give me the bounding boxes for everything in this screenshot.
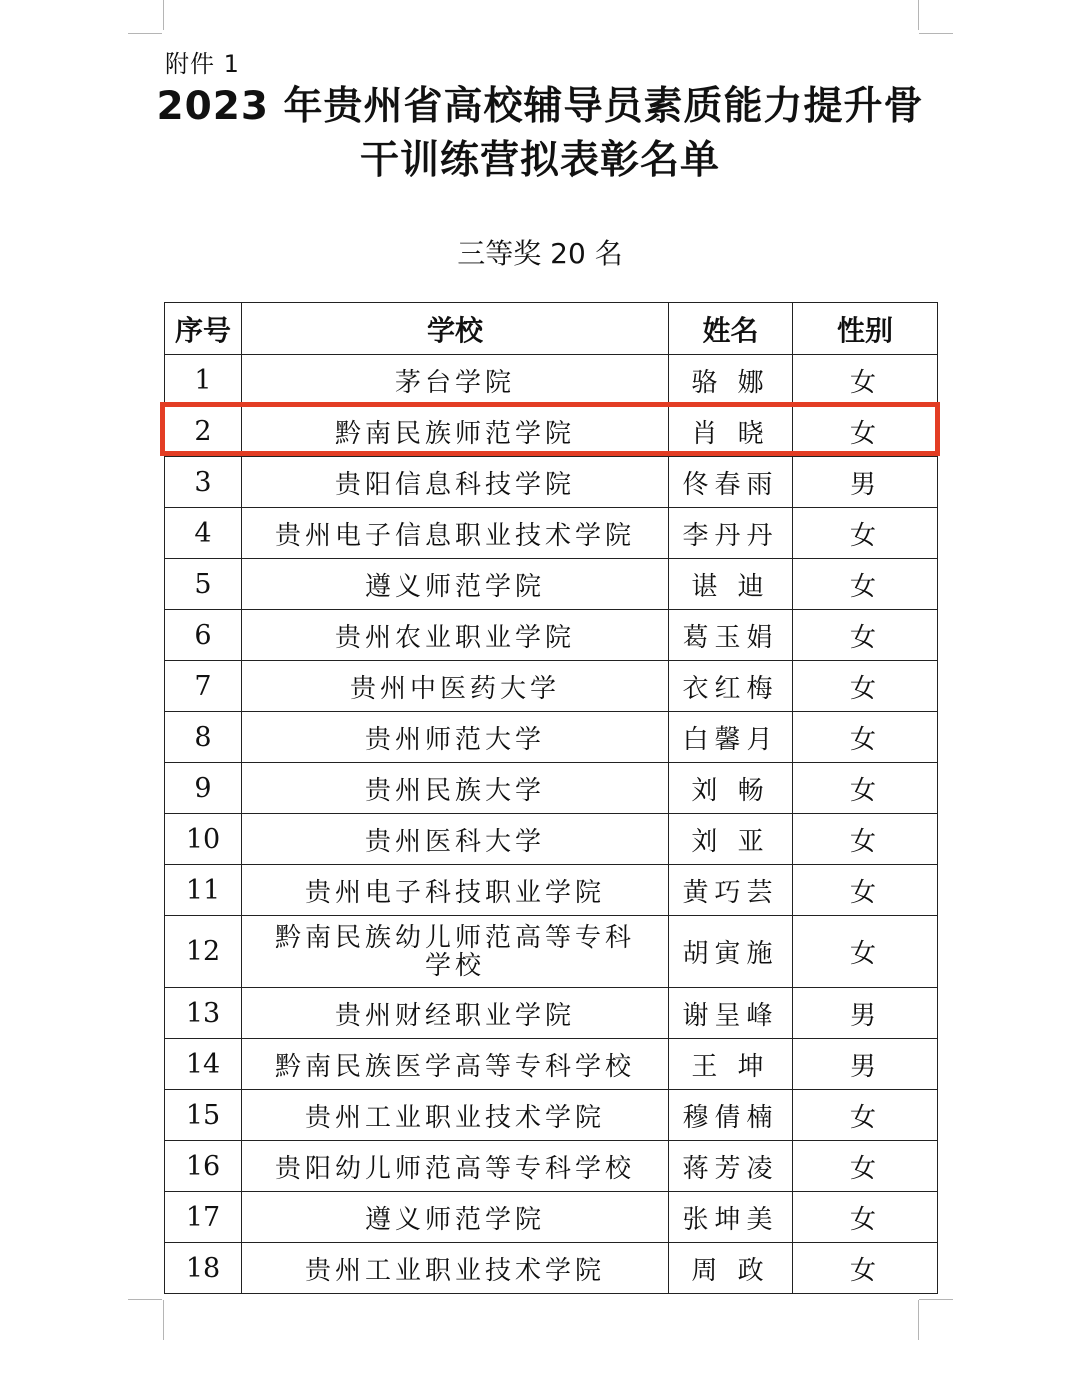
table-row (165, 712, 938, 763)
serial-number-cell: 5 (165, 559, 242, 610)
gender-cell: 女 (793, 1243, 938, 1294)
crop-mark (128, 1299, 162, 1300)
school-cell: 贵州财经职业学院 (242, 988, 669, 1039)
crop-mark (918, 1300, 919, 1340)
gender-cell: 女 (793, 610, 938, 661)
table-row (165, 559, 938, 610)
serial-number-cell: 15 (165, 1090, 242, 1141)
table-row (165, 1192, 938, 1243)
crop-mark (163, 0, 164, 30)
crop-mark (918, 0, 919, 30)
gender-cell: 女 (793, 763, 938, 814)
name-cell: 佟春雨 (669, 457, 793, 508)
school-cell: 遵义师范学院 (242, 1192, 669, 1243)
table-row (165, 610, 938, 661)
serial-number-cell: 9 (165, 763, 242, 814)
table-row (165, 763, 938, 814)
name-cell: 穆倩楠 (669, 1090, 793, 1141)
crop-mark (163, 1300, 164, 1340)
gender-cell: 男 (793, 457, 938, 508)
attachment-label: 附件 1 (165, 50, 240, 78)
page-title-line-1: 2023 年贵州省高校辅导员素质能力提升骨 (156, 84, 924, 129)
name-cell: 李丹丹 (669, 508, 793, 559)
name-cell: 张坤美 (669, 1192, 793, 1243)
gender-cell: 女 (793, 712, 938, 763)
serial-number-cell: 17 (165, 1192, 242, 1243)
table-row-highlighted (165, 406, 938, 457)
table-row (165, 988, 938, 1039)
gender-cell: 女 (793, 916, 938, 988)
table-row (165, 508, 938, 559)
gender-cell: 女 (793, 865, 938, 916)
serial-number-cell: 2 (165, 406, 242, 457)
school-cell: 贵州农业职业学院 (242, 610, 669, 661)
gender-cell: 女 (793, 814, 938, 865)
school-cell: 黔南民族幼儿师范高等专科学校 (242, 916, 669, 988)
school-cell: 贵州师范大学 (242, 712, 669, 763)
table-header-row (165, 303, 938, 355)
name-cell: 谢呈峰 (669, 988, 793, 1039)
serial-number-cell: 16 (165, 1141, 242, 1192)
serial-number-cell: 6 (165, 610, 242, 661)
school-cell: 黔南民族医学高等专科学校 (242, 1039, 669, 1090)
table-row (165, 1039, 938, 1090)
table-row (165, 916, 938, 988)
gender-cell: 女 (793, 1192, 938, 1243)
header-school: 学校 (242, 303, 669, 355)
serial-number-cell: 14 (165, 1039, 242, 1090)
serial-number-cell: 12 (165, 916, 242, 988)
school-cell: 贵州电子信息职业技术学院 (242, 508, 669, 559)
name-cell: 蒋芳凌 (669, 1141, 793, 1192)
serial-number-cell: 8 (165, 712, 242, 763)
school-cell: 贵阳信息科技学院 (242, 457, 669, 508)
school-cell: 贵州工业职业技术学院 (242, 1090, 669, 1141)
serial-number-cell: 18 (165, 1243, 242, 1294)
school-cell: 贵州中医药大学 (242, 661, 669, 712)
gender-cell: 女 (793, 1090, 938, 1141)
serial-number-cell: 11 (165, 865, 242, 916)
header-serial-number: 序号 (165, 303, 242, 355)
table-row (165, 661, 938, 712)
school-cell: 贵州民族大学 (242, 763, 669, 814)
name-cell: 刘 亚 (669, 814, 793, 865)
name-cell: 胡寅施 (669, 916, 793, 988)
name-cell: 肖 晓 (669, 406, 793, 457)
crop-mark (919, 33, 953, 34)
name-cell: 黄巧芸 (669, 865, 793, 916)
name-cell: 王 坤 (669, 1039, 793, 1090)
name-cell: 周 政 (669, 1243, 793, 1294)
gender-cell: 女 (793, 508, 938, 559)
gender-cell: 男 (793, 1039, 938, 1090)
name-cell: 骆 娜 (669, 355, 793, 406)
serial-number-cell: 3 (165, 457, 242, 508)
school-cell: 贵州医科大学 (242, 814, 669, 865)
table-row (165, 865, 938, 916)
serial-number-cell: 1 (165, 355, 242, 406)
header-gender: 性别 (793, 303, 938, 355)
serial-number-cell: 13 (165, 988, 242, 1039)
gender-cell: 女 (793, 559, 938, 610)
award-category-subtitle: 三等奖 20 名 (457, 237, 623, 270)
school-cell: 黔南民族师范学院 (242, 406, 669, 457)
award-list-table (164, 302, 938, 1294)
gender-cell: 男 (793, 988, 938, 1039)
table-row (165, 1243, 938, 1294)
gender-cell: 女 (793, 355, 938, 406)
table-row (165, 814, 938, 865)
name-cell: 衣红梅 (669, 661, 793, 712)
school-cell: 贵阳幼儿师范高等专科学校 (242, 1141, 669, 1192)
school-cell: 遵义师范学院 (242, 559, 669, 610)
table-row (165, 1090, 938, 1141)
table-row (165, 1141, 938, 1192)
crop-mark (919, 1299, 953, 1300)
serial-number-cell: 4 (165, 508, 242, 559)
serial-number-cell: 10 (165, 814, 242, 865)
school-cell: 茅台学院 (242, 355, 669, 406)
table-row (165, 355, 938, 406)
name-cell: 白馨月 (669, 712, 793, 763)
table-row (165, 457, 938, 508)
name-cell: 刘 畅 (669, 763, 793, 814)
serial-number-cell: 7 (165, 661, 242, 712)
gender-cell: 女 (793, 406, 938, 457)
name-cell: 谌 迪 (669, 559, 793, 610)
header-name: 姓名 (669, 303, 793, 355)
gender-cell: 女 (793, 661, 938, 712)
name-cell: 葛玉娟 (669, 610, 793, 661)
gender-cell: 女 (793, 1141, 938, 1192)
school-cell: 贵州电子科技职业学院 (242, 865, 669, 916)
page-title-line-2: 干训练营拟表彰名单 (359, 138, 720, 183)
school-cell: 贵州工业职业技术学院 (242, 1243, 669, 1294)
crop-mark (128, 33, 162, 34)
